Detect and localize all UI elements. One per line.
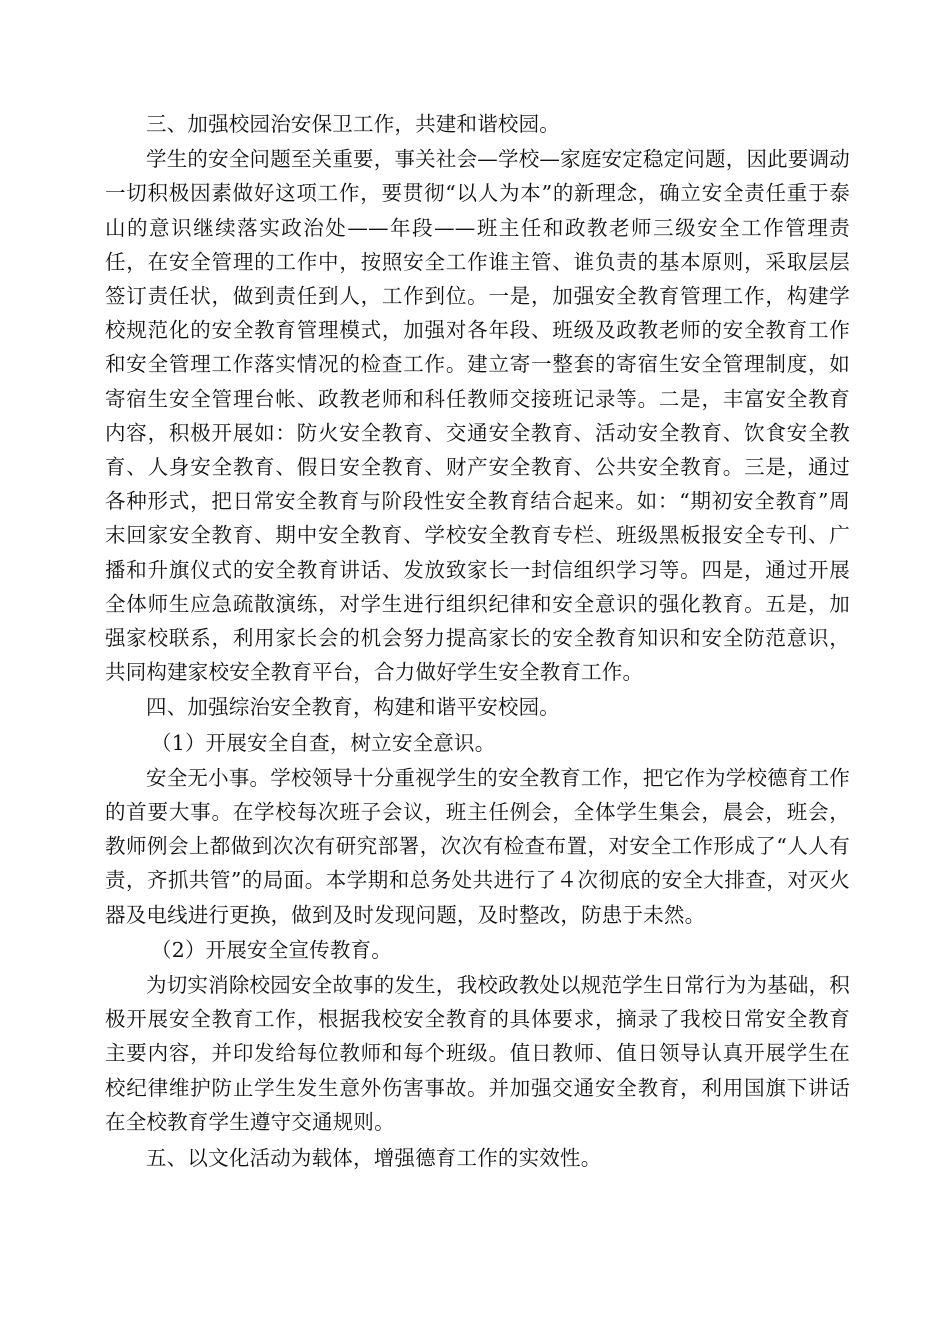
section-heading-4: 四、加强综治安全教育，构建和谐平安校园。 — [146, 695, 560, 720]
subsection-heading-4-1: （1）开展安全自查，树立安全意识。 — [151, 730, 496, 755]
subsection-heading-4-2: （2）开展安全宣传教育。 — [151, 937, 392, 962]
document-body — [105, 107, 850, 1175]
paragraph-self-inspection: 安全无小事。学校领导十分重视学生的安全教育工作，把它作为学校德育工作的首要大事。在学校每次班子会议，班主任例会，全体学生集会，晨会，班会，教师例会上都做到次次有研究部署，次次有检查布置，对安全工作形成了“人人有责，齐抓共管”的局面。本学期和总务处共进行了４次彻底的安全大排查，对灭火器及电线进行更换，做到及时发现问题，及时整改，防患于未然。 — [105, 765, 850, 927]
section-heading-3: 三、加强校园治安保卫工作，共建和谐校园。 — [146, 112, 560, 136]
section-heading-5: 五、以文化活动为载体，增强德育工作的实效性。 — [146, 1146, 602, 1171]
paragraph-publicity-education: 为切实消除校园安全故事的发生，我校政教处以规范学生日常行为为基础，积极开展安全教育工作，根据我校安全教育的具体要求，摘录了我校日常安全教育主要内容，并印发给每位教师和每个班级。值日教师、值日领导认真开展学生在校纪律维护防止学生发生意外伤害事故。并加强交通安全教育，利用国旗下讲话在全校教育学生遵守交通规则。 — [105, 973, 850, 1134]
paragraph-security-work: 学生的安全问题至关重要，事关社会—学校—家庭安定稳定问题，因此要调动一切积极因素做好这项工作，要贯彻“以人为本”的新理念，确立安全责任重于泰山的意识继续落实政治处——年段——班主任和政教老师三级安全工作管理责任，在安全管理的工作中，按照安全工作谁主管、谁负责的基本原则，采取层层签订责任状，做到责任到人，工作到位。一是，加强安全教育管理工作，构建学校规范化的安全教育管理模式，加强对各年段、班级及政教老师的安全教育工作和安全管理工作落实情况的检查工作。建立寄一整套的寄宿生安全管理制度，如寄宿生安全管理台帐、政教老师和科任教师交接班记录等。二是，丰富安全教育内容，积极开展如：防火安全教育、交通安全教育、活动安全教育、饮食安全教育、人身安全教育、假日安全教育、财产安全教育、公共安全教育。三是，通过各种形式，把日常安全教育与阶段性安全教育结合起来。如：“期初安全教育”周末回家安全教育、期中安全教育、学校安全教育专栏、班级黑板报安全专刊、广播和升旗仪式的安全教育讲话、发放致家长一封信组织学习等。四是，通过开展全体师生应急疏散演练，对学生进行组织纪律和安全意识的强化教育。五是，加强家校联系，利用家长会的机会努力提高家长的安全教育知识和安全防范意识，共同构建家校安全教育平台，合力做好学生安全教育工作。 — [105, 147, 850, 685]
